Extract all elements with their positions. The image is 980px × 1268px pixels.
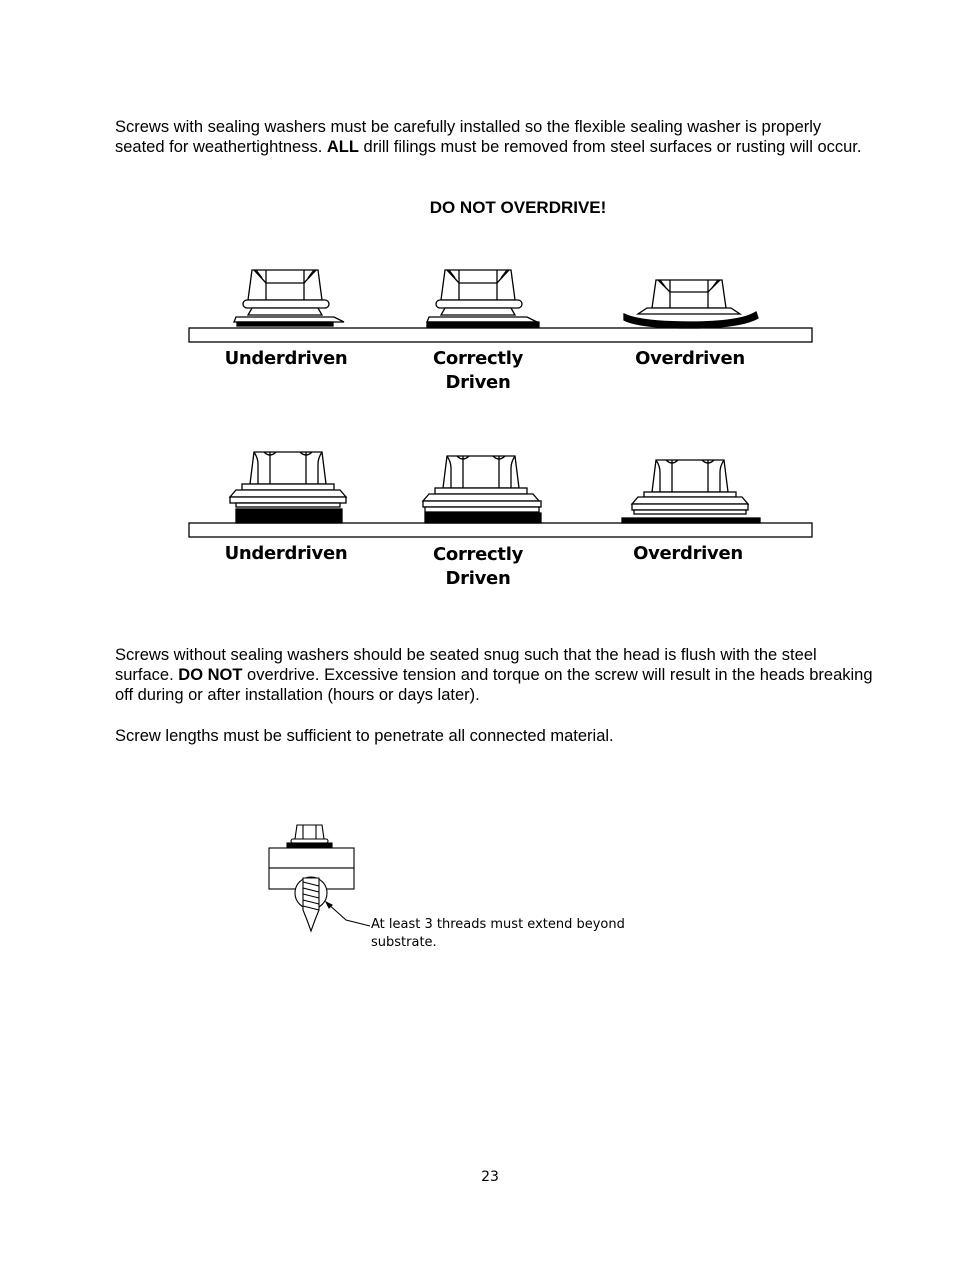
label-correct-top: [378, 347, 578, 395]
no-washer-text-2: overdrive. Excessive tension and torque on the screw will result in the heads breaking off during or after installation (hours or days later).: [115, 666, 873, 704]
no-washer-text-1: Screws without sealing washers should be seated snug such that the head is flush with the steel surface.: [115, 646, 817, 684]
label-correct-bottom-line2: Driven: [445, 568, 511, 589]
thread-callout-line1: At least 3 threads must extend beyond: [371, 917, 625, 932]
screw-overdriven-top: [624, 280, 758, 328]
label-underdriven-bottom: Underdriven: [224, 543, 348, 564]
page-number: 23: [481, 1169, 499, 1185]
screw-overdriven-bottom: [622, 460, 760, 523]
warning-heading: DO NOT OVERDRIVE!: [429, 198, 607, 217]
label-correct-bottom-line1: Correctly: [432, 544, 524, 565]
label-correct-top-line2: Driven: [445, 372, 511, 393]
screw-correct-bottom: [423, 456, 541, 523]
label-underdriven-top: Underdriven: [224, 348, 348, 369]
no-washer-bold: DO NOT: [178, 666, 243, 684]
label-correct-bottom: [378, 543, 578, 591]
steel-surface-bottom: [189, 523, 812, 537]
screw-correct-top: [427, 270, 539, 327]
intro-text-1: Screws with sealing washers must be carefully installed so the flexible sealing washer is properly seated for weathertightness.: [115, 118, 822, 156]
screw-underdriven-bottom: [230, 452, 346, 523]
thread-penetration-diagram: [269, 825, 370, 931]
screw-length-paragraph: Screw lengths must be sufficient to penetrate all connected material.: [115, 727, 614, 745]
intro-bold: ALL: [326, 138, 359, 156]
thread-callout-line2: substrate.: [371, 935, 437, 950]
thread-callout: [371, 916, 651, 952]
no-washer-paragraph: [115, 645, 875, 705]
label-correct-top-line1: Correctly: [432, 348, 524, 369]
label-overdriven-top: Overdriven: [635, 348, 745, 369]
label-overdriven-bottom: Overdriven: [633, 543, 743, 564]
intro-text-2: drill filings must be removed from steel surfaces or rusting will occur.: [358, 138, 862, 156]
steel-surface-top: [189, 328, 812, 342]
screw-underdriven-top: [234, 270, 344, 326]
